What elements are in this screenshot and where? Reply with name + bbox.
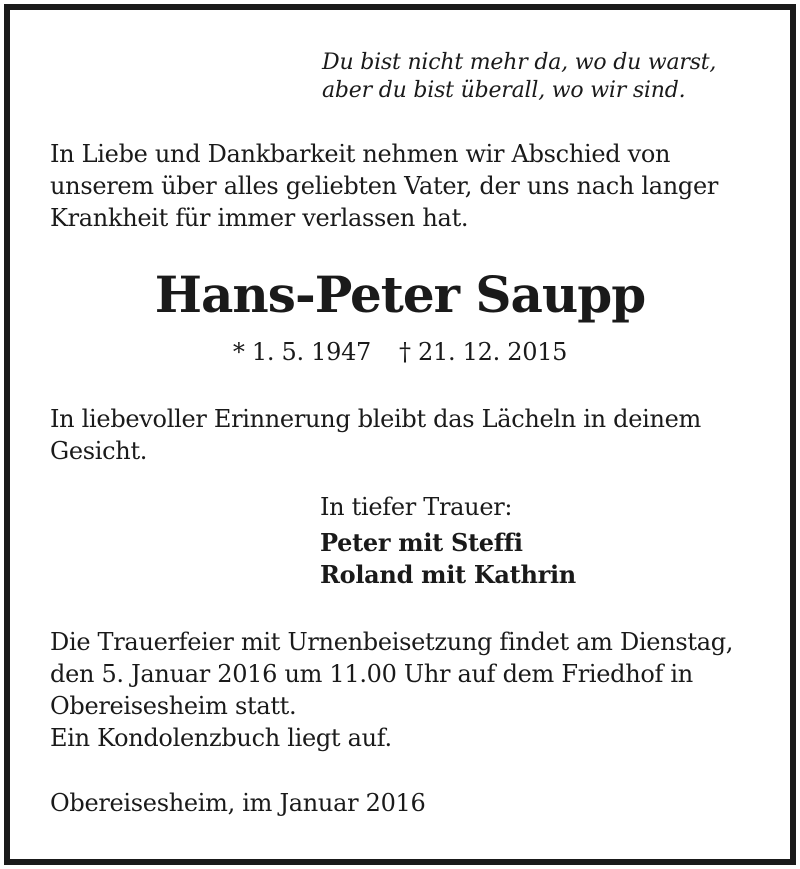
death-date: † 21. 12. 2015 <box>399 338 568 366</box>
intro-line-3: Krankheit für immer verlassen hat. <box>50 204 469 232</box>
intro-line-2: unserem über alles geliebten Vater, der uns nach langer <box>50 172 719 200</box>
funeral-line-4: Ein Kondolenzbuch liegt auf. <box>50 724 392 752</box>
mourner-name: Peter mit Steffi <box>320 528 523 557</box>
intro-line-1: In Liebe und Dankbarkeit nehmen wir Abschied von <box>50 140 671 168</box>
life-dates <box>10 337 790 367</box>
memory-line-1: In liebevoller Erinnerung bleibt das Lächeln in deinem <box>50 405 702 433</box>
funeral-line-2: den 5. Januar 2016 um 11.00 Uhr auf dem Friedhof in <box>50 660 693 688</box>
funeral-line-1: Die Trauerfeier mit Urnenbeisetzung findet am Dienstag, <box>50 628 734 656</box>
quote-line-2: aber du bist überall, wo wir sind. <box>322 78 686 103</box>
deceased-name: Hans-Peter Saupp <box>154 265 646 324</box>
obituary-notice <box>4 4 796 865</box>
memory-line-2: Gesicht. <box>50 437 148 465</box>
quote-line-1: Du bist nicht mehr da, wo du warst, <box>322 50 717 75</box>
mourners-heading: In tiefer Trauer: <box>320 493 513 521</box>
funeral-line-3: Obereisesheim statt. <box>50 692 297 720</box>
mourner-name: Roland mit Kathrin <box>320 560 576 589</box>
place-and-date: Obereisesheim, im Januar 2016 <box>50 789 426 817</box>
birth-date: * 1. 5. 1947 <box>232 338 372 366</box>
